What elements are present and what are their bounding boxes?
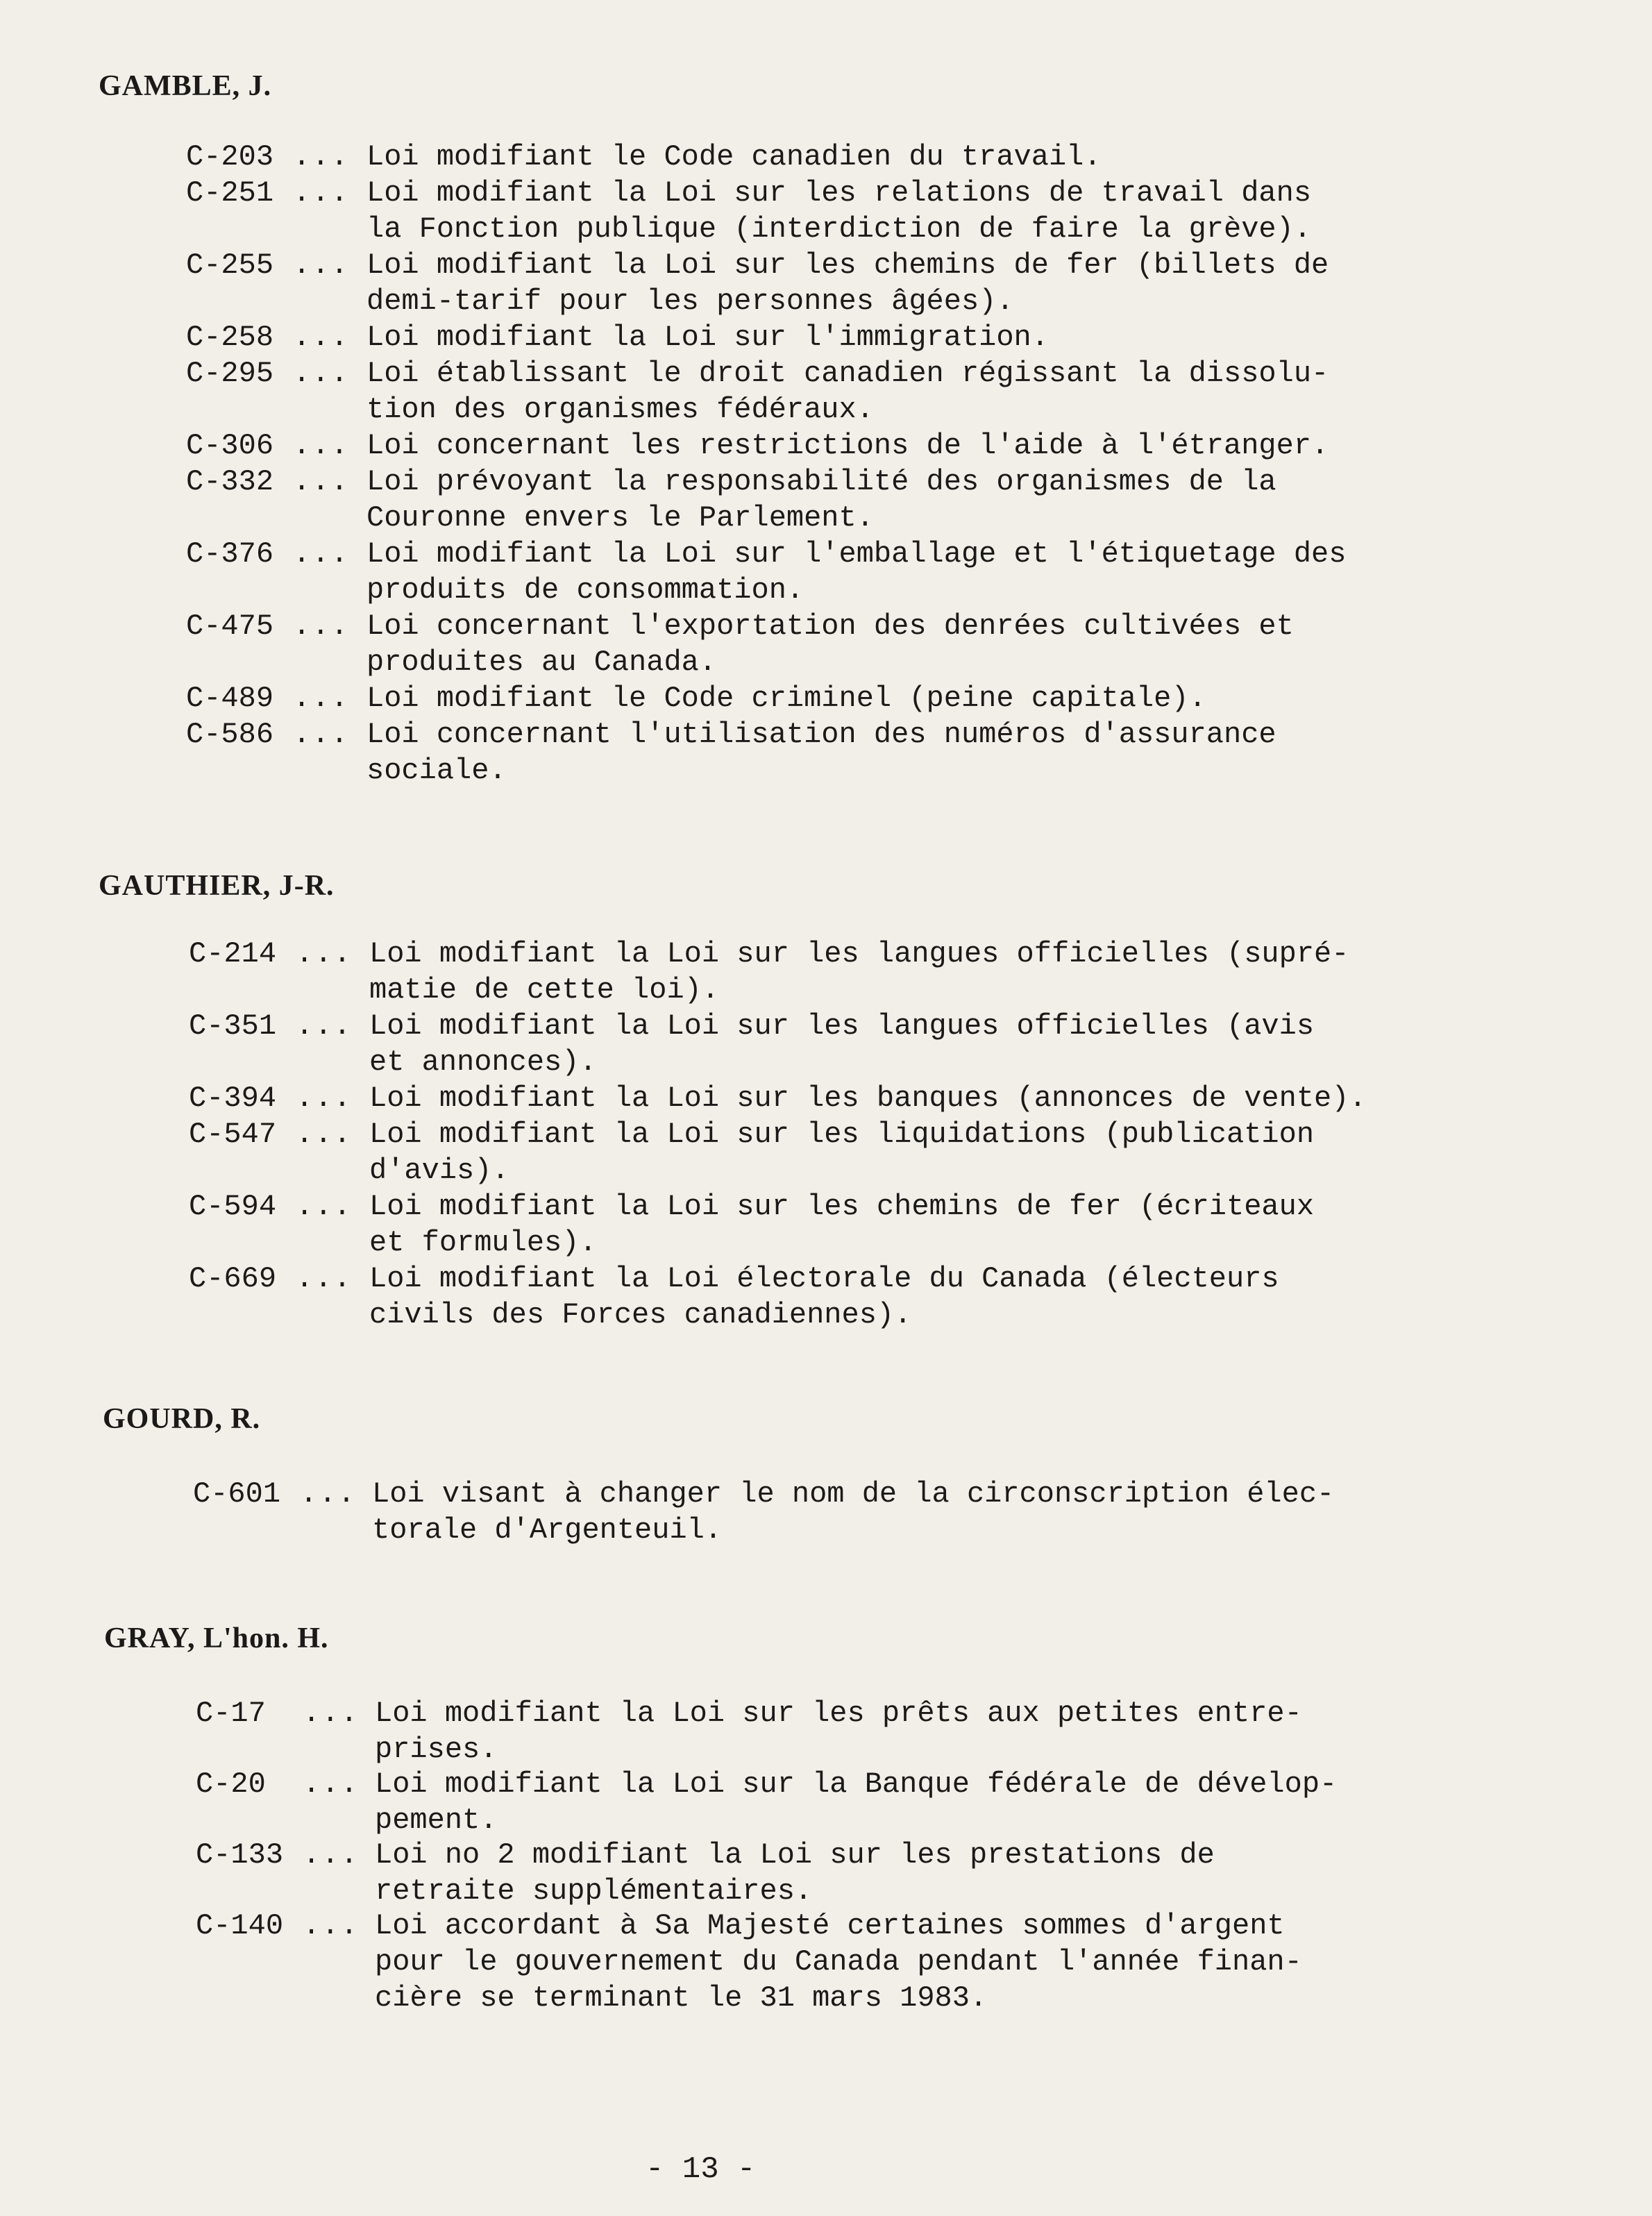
- bill-number: C-306: [186, 429, 274, 462]
- bill-title-line: retraite supplémentaires.: [375, 1874, 813, 1908]
- bill-title-line: pour le gouvernement du Canada pendant l'année finan-: [375, 1945, 1302, 1979]
- bill-number: C-295: [186, 357, 274, 390]
- bill-title-line: Loi prévoyant la responsabilité des organismes de la: [366, 465, 1276, 498]
- bill-title-line: cière se terminant le 31 mars 1983.: [375, 1981, 988, 2015]
- bill-number: C-394: [189, 1082, 277, 1115]
- bill-title-line: la Fonction publique (interdiction de faire la grève).: [366, 212, 1312, 246]
- bill-number: C-214: [189, 937, 277, 971]
- bill-title-line: Loi visant à changer le nom de la circonscription élec-: [372, 1477, 1335, 1511]
- member-name-heading: GAMBLE, J.: [99, 70, 272, 102]
- leader-dots: ...: [296, 1190, 353, 1223]
- bill-number: C-489: [186, 682, 274, 715]
- bill-title-line: Loi modifiant le Code criminel (peine capitale).: [366, 682, 1206, 715]
- bill-title-line: Loi modifiant la Loi sur les banques (annonces de vente).: [369, 1082, 1367, 1115]
- page-number: - 13 -: [646, 2152, 756, 2187]
- bill-title-line: torale d'Argenteuil.: [372, 1513, 723, 1547]
- bill-title-line: demi-tarif pour les personnes âgées).: [366, 285, 1014, 318]
- bill-title-line: prises.: [375, 1733, 498, 1766]
- bill-title-line: Loi modifiant la Loi sur les langues officielles (avis: [369, 1009, 1315, 1043]
- bill-title-line: Loi modifiant la Loi sur l'emballage et l'étiquetage des: [366, 537, 1347, 571]
- bill-title-line: Loi concernant l'exportation des denrées cultivées et: [366, 610, 1294, 643]
- bill-title-line: Loi concernant l'utilisation des numéros d'assurance: [366, 718, 1276, 751]
- bill-number: C-376: [186, 537, 274, 571]
- leader-dots: ...: [293, 537, 350, 571]
- bill-title-line: Loi modifiant la Loi sur les prêts aux petites entre-: [375, 1697, 1302, 1730]
- leader-dots: ...: [303, 1768, 360, 1801]
- bill-title-line: civils des Forces canadiennes).: [369, 1298, 912, 1332]
- bill-title-line: pement.: [375, 1804, 498, 1837]
- leader-dots: ...: [296, 1118, 353, 1151]
- bill-title-line: et formules).: [369, 1226, 597, 1259]
- bill-title-line: sociale.: [366, 754, 507, 787]
- bill-number: C-586: [186, 718, 274, 751]
- leader-dots: ...: [303, 1909, 360, 1942]
- bill-title-line: produites au Canada.: [366, 646, 717, 679]
- bill-title-line: Loi concernant les restrictions de l'aide à l'étranger.: [366, 429, 1329, 462]
- bill-number: C-140: [196, 1909, 284, 1942]
- leader-dots: ...: [293, 610, 350, 643]
- bill-number: C-255: [186, 249, 274, 282]
- bill-title-line: Loi accordant à Sa Majesté certaines sommes d'argent: [375, 1909, 1285, 1942]
- bill-number: C-475: [186, 610, 274, 643]
- bill-number: C-332: [186, 465, 274, 498]
- leader-dots: ...: [293, 357, 350, 390]
- bill-number: C-17: [196, 1697, 266, 1730]
- bill-number: C-594: [189, 1190, 277, 1223]
- bill-title-line: Loi modifiant la Loi sur l'immigration.: [366, 321, 1049, 354]
- bill-number: C-601: [193, 1477, 281, 1511]
- bill-title-line: Loi modifiant la Loi sur les liquidations (publication: [369, 1118, 1315, 1151]
- leader-dots: ...: [296, 1262, 353, 1295]
- leader-dots: ...: [293, 718, 350, 751]
- bill-title-line: Loi établissant le droit canadien régissant la dissolu-: [366, 357, 1329, 390]
- bill-title-line: produits de consommation.: [366, 573, 804, 607]
- leader-dots: ...: [303, 1697, 360, 1730]
- bill-number: C-547: [189, 1118, 277, 1151]
- leader-dots: ...: [296, 1082, 353, 1115]
- bill-title-line: Loi modifiant la Loi sur les chemins de fer (écriteaux: [369, 1190, 1315, 1223]
- bill-title-line: Loi modifiant la Loi sur les chemins de fer (billets de: [366, 249, 1329, 282]
- bill-title-line: et annonces).: [369, 1046, 597, 1079]
- leader-dots: ...: [300, 1477, 357, 1511]
- bill-title-line: tion des organismes fédéraux.: [366, 393, 874, 426]
- leader-dots: ...: [296, 1009, 353, 1043]
- bill-title-line: Couronne envers le Parlement.: [366, 501, 874, 535]
- bill-number: C-351: [189, 1009, 277, 1043]
- leader-dots: ...: [293, 682, 350, 715]
- leader-dots: ...: [293, 176, 350, 210]
- bill-title-line: Loi modifiant la Loi sur la Banque fédérale de dévelop-: [375, 1768, 1338, 1801]
- bill-title-line: Loi modifiant la Loi sur les langues officielles (supré-: [369, 937, 1349, 971]
- member-name-heading: GAUTHIER, J-R.: [99, 870, 335, 902]
- bill-title-line: matie de cette loi).: [369, 973, 720, 1007]
- leader-dots: ...: [293, 249, 350, 282]
- leader-dots: ...: [303, 1838, 360, 1872]
- bill-title-line: Loi modifiant la Loi sur les relations de travail dans: [366, 176, 1312, 210]
- bill-number: C-20: [196, 1768, 266, 1801]
- bill-title-line: Loi modifiant la Loi électorale du Canada (électeurs: [369, 1262, 1279, 1295]
- leader-dots: ...: [293, 140, 350, 174]
- leader-dots: ...: [293, 429, 350, 462]
- member-name-heading: GOURD, R.: [103, 1403, 261, 1435]
- leader-dots: ...: [293, 321, 350, 354]
- bill-number: C-251: [186, 176, 274, 210]
- bill-number: C-258: [186, 321, 274, 354]
- bill-number: C-133: [196, 1838, 284, 1872]
- bill-number: C-203: [186, 140, 274, 174]
- bill-title-line: d'avis).: [369, 1154, 509, 1187]
- leader-dots: ...: [296, 937, 353, 971]
- bill-title-line: Loi modifiant le Code canadien du travail.: [366, 140, 1102, 174]
- bill-number: C-669: [189, 1262, 277, 1295]
- member-name-heading: GRAY, L'hon. H.: [104, 1622, 329, 1654]
- leader-dots: ...: [293, 465, 350, 498]
- bill-title-line: Loi no 2 modifiant la Loi sur les prestations de: [375, 1838, 1215, 1872]
